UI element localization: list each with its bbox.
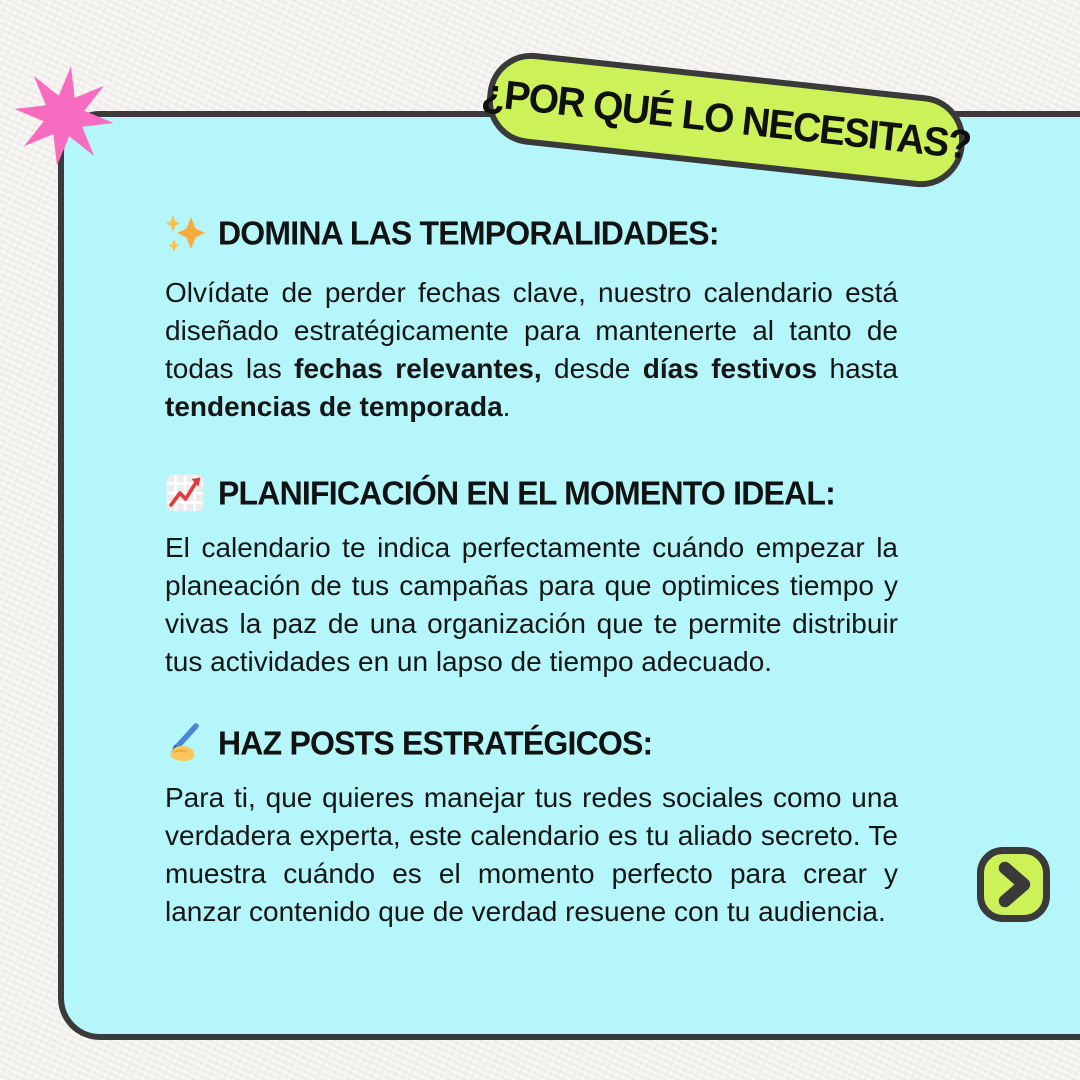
section-heading-planificacion xyxy=(165,473,898,513)
banner-title: ¿POR QUÉ LO NECESITAS? xyxy=(479,70,973,169)
chevron-right-icon xyxy=(984,854,1043,915)
section-heading-posts xyxy=(165,723,898,763)
writing-hand-icon xyxy=(165,723,205,763)
card-content xyxy=(165,213,898,931)
starburst-icon xyxy=(13,65,115,167)
section-paragraph: Olvídate de perder fechas clave, nuestro calendario está diseñado estratégicamente para mantenerte al tanto de todas las fechas relevantes, desde días festivos hasta tendencias de temporada. xyxy=(165,277,898,422)
section-paragraph: El calendario te indica perfectamente cuándo empezar la planeación de tus campañas para que optimices tiempo y vivas la paz de una organización que te permite distribuir tus actividades en un lapso de tiempo adecuado. xyxy=(165,532,898,677)
section-title: HAZ POSTS ESTRATÉGICOS: xyxy=(218,723,653,762)
chart-increasing-icon xyxy=(165,473,205,513)
next-button[interactable] xyxy=(977,847,1050,922)
sparkles-icon xyxy=(165,213,205,253)
section-title: PLANIFICACIÓN EN EL MOMENTO IDEAL: xyxy=(218,473,835,512)
section-title: DOMINA LAS TEMPORALIDADES: xyxy=(218,213,719,252)
section-heading-temporalidades xyxy=(165,213,898,253)
section-paragraph: Para ti, que quieres manejar tus redes sociales como una verdadera experta, este calendario es tu aliado secreto. Te muestra cuándo es el momento perfecto para crear y lanzar contenido que de verdad resuene con tu audiencia. xyxy=(165,782,898,927)
